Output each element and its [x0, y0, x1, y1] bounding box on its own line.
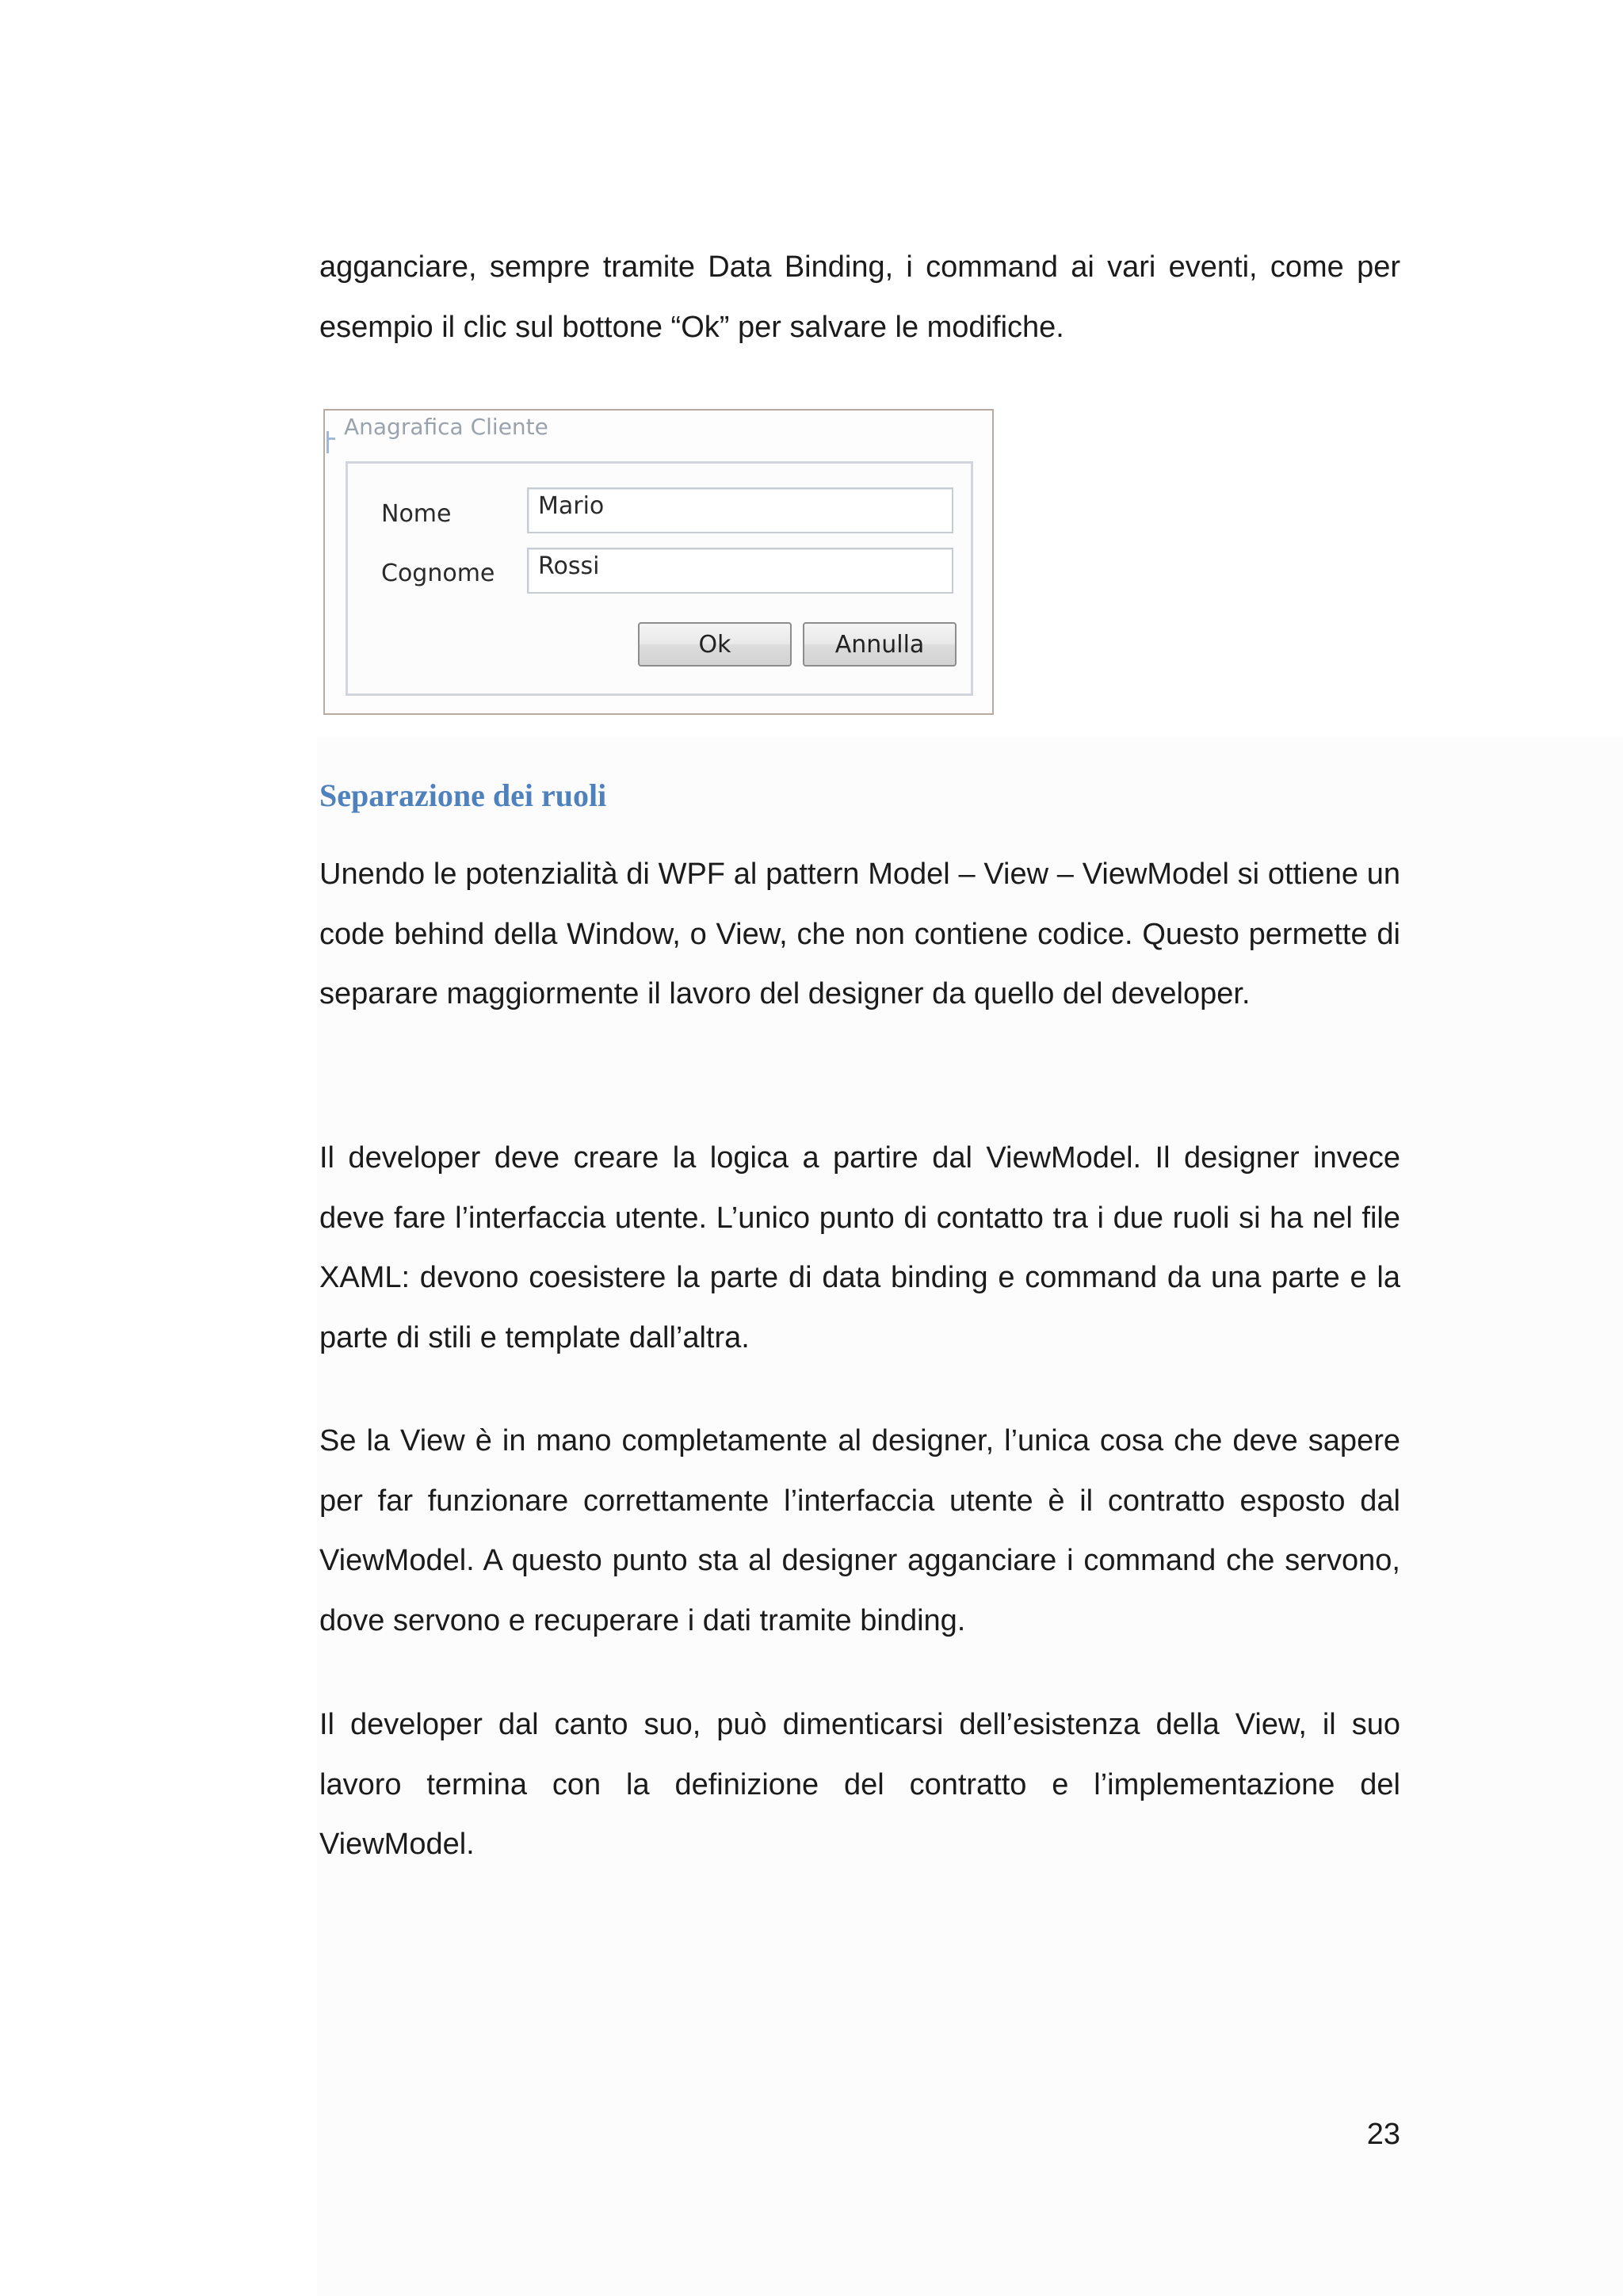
customer-window-figure	[323, 409, 994, 715]
intro-paragraph: agganciare, sempre tramite Data Binding, i command ai vari eventi, come per esempio il clic sul bottone “Ok” per salvare le modifiche.	[319, 250, 1400, 344]
page-number: 23	[1366, 2118, 1400, 2151]
ok-button[interactable]: Ok	[638, 622, 792, 667]
cognome-input[interactable]: Rossi	[527, 548, 953, 594]
paragraph-2: Il developer deve creare la logica a partire dal ViewModel. Il designer invece deve fare l’interfaccia utente. L’unico punto di contatto tra i due ruoli si ha nel file XAML: devono coesistere la parte di data binding e command da una parte e la parte di stili e template dall’altra.	[319, 1141, 1400, 1354]
annulla-button[interactable]: Annulla	[803, 622, 957, 667]
nome-input[interactable]: Mario	[527, 487, 953, 533]
paragraph-3: Se la View è in mano completamente al designer, l’unica cosa che deve sapere per far funzionare correttamente l’interfaccia utente è il contratto esposto dal ViewModel. A questo punto sta al designer agganciare i command che servono, dove servono e recuperare i dati tramite binding.	[319, 1424, 1400, 1637]
nome-label: Nome	[381, 500, 452, 528]
section-heading: Separazione dei ruoli	[319, 777, 607, 813]
form-group-box	[346, 461, 973, 696]
cognome-label: Cognome	[381, 560, 495, 587]
paragraph-1: Unendo le potenzialità di WPF al pattern Model – View – ViewModel si ottiene un code behind della Window, o View, che non contiene codice. Questo permette di separare maggiormente il lavoro del designer da quello del developer.	[319, 858, 1400, 1010]
window-icon	[327, 431, 335, 453]
paragraph-4: Il developer dal canto suo, può dimenticarsi dell’esistenza della View, il suo lavoro termina con la definizione del contratto e l’implementazione del ViewModel.	[319, 1708, 1400, 1861]
window-title: Anagrafica Cliente	[344, 414, 548, 440]
